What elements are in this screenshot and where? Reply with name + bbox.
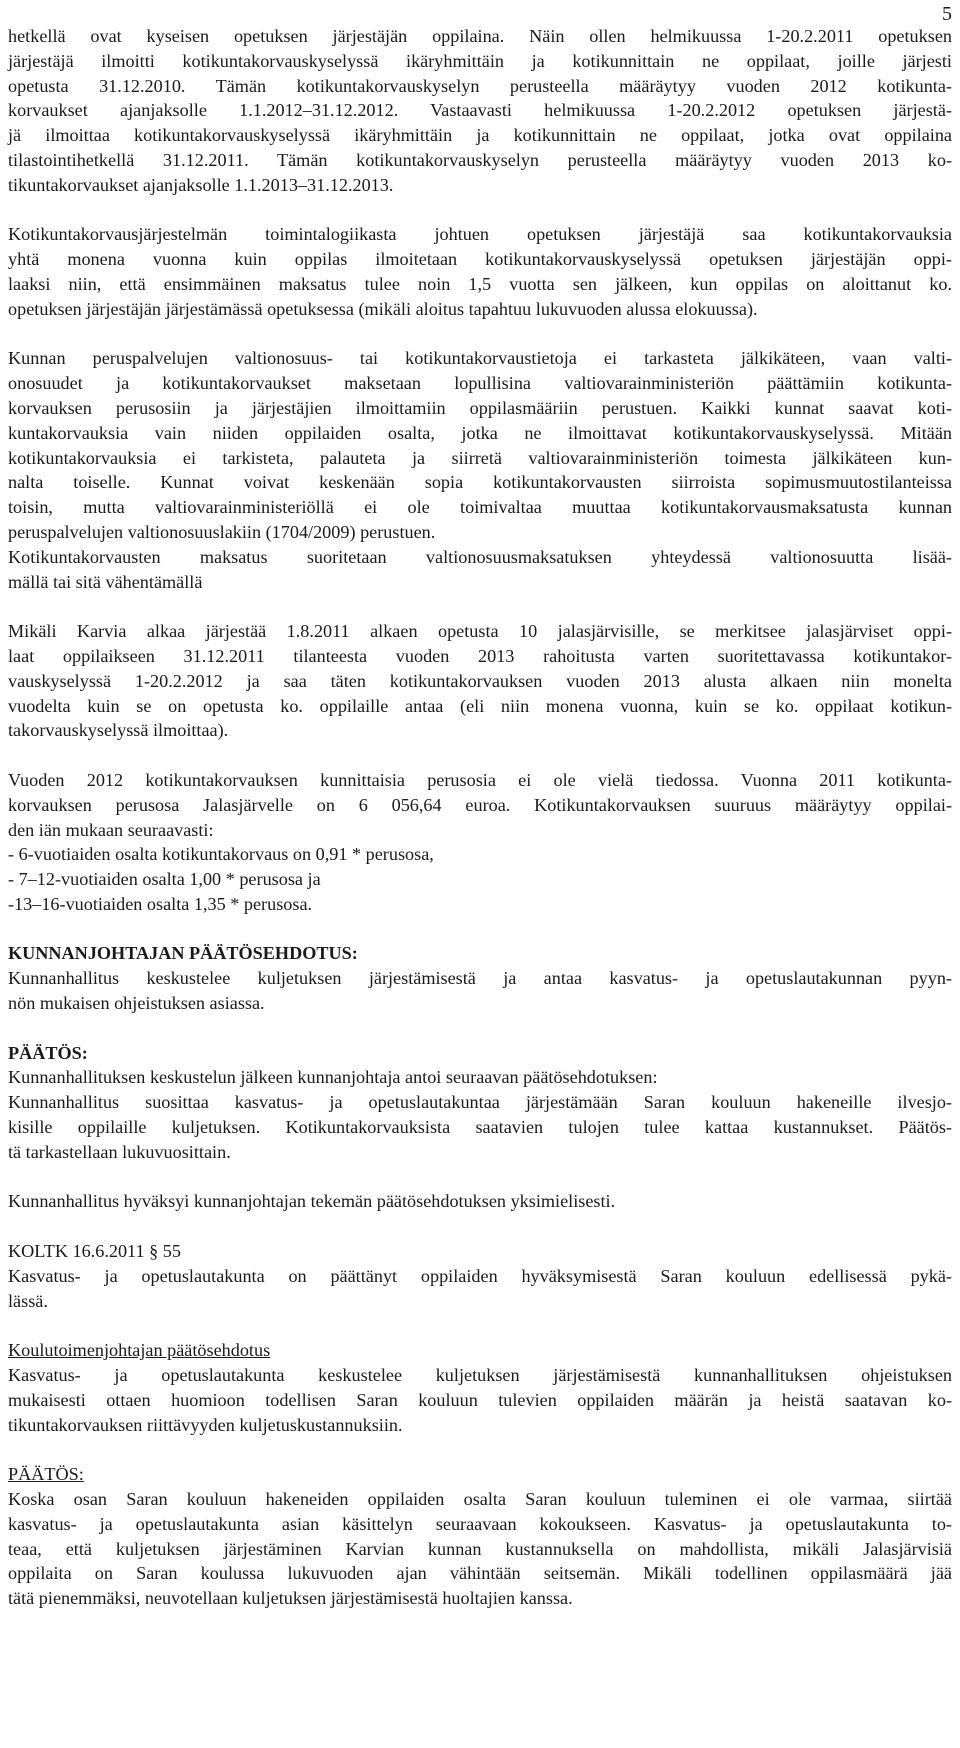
text-line: vuodelta kuin se on opetusta ko. oppilaille antaa (eli niin monena vuonna, kuin se ko. oppilaat kotikun- [8,695,952,716]
proposal-section [8,941,952,1015]
paragraph-2 [8,222,952,321]
list-item: - 7–12-vuotiaiden osalta 1,00 * perusosa ja [8,869,321,890]
text-line: kasvatus- ja opetuslautakunta asian käsittelyn seuraavaan kokoukseen. Kasvatus- ja opetuslautakunta to- [8,1513,952,1534]
text-line: opetuksen järjestäjän järjestämässä opetuksessa (mikäli aloitus tapahtuu lukuvuoden alussa elokuussa). [8,298,758,319]
text-line: jä ilmoittaa kotikuntakorvauskyselyssä ikäryhmittäin ja kotikunnittain ne oppilaat, jotka ovat oppilaina [8,125,952,146]
text-line: lässä. [8,1290,48,1311]
text-line: tilastointihetkellä 31.12.2011. Tämän kotikuntakorvauskyselyn perusteella määräytyy vuoden 2013 ko- [8,149,952,170]
text-line: Kasvatus- ja opetuslautakunta on päättänyt oppilaiden hyväksymisestä Saran kouluun edellisessä pykä- [8,1265,952,1286]
paragraph-8 [8,1189,952,1214]
text-line: Kotikuntakorvausjärjestelmän toimintalogiikasta johtuen opetuksen järjestäjä saa kotikuntakorvauksia [8,224,952,245]
text-line: opetusta 31.12.2010. Tämän kotikuntakorvauskyselyn perusteella määräytyy vuoden 2012 kotikunta- [8,75,952,96]
text-line: peruspalvelujen valtionosuuslakiin (1704/2009) perustuen. [8,521,436,542]
paragraph-3 [8,346,952,594]
text-line: tikuntakorvauksen riittävyyden kuljetuskustannuksiin. [8,1414,403,1435]
text-line: Mikäli Karvia alkaa järjestää 1.8.2011 alkaen opetusta 10 jalasjärvisille, se merkitsee jalasjärviset oppi- [8,621,952,642]
text-line: Kunnanhallitus hyväksyi kunnanjohtajan tekemän päätösehdotuksen yksimielisesti. [8,1191,616,1212]
text-line: den iän mukaan seuraavasti: [8,819,214,840]
paragraph-5 [8,768,952,917]
paragraph-1 [8,24,952,198]
text-line: Kunnanhallitus keskustelee kuljetuksen järjestämisestä ja antaa kasvatus- ja opetuslautakunnan pyyn- [8,968,952,989]
text-line: Kotikuntakorvausten maksatus suoritetaan valtionosuusmaksatuksen yhteydessä valtionosuutta lisää- [8,546,952,567]
list-item: - 6-vuotiaiden osalta kotikuntakorvaus on 0,91 * perusosa, [8,844,434,865]
final-decision-section [8,1462,952,1611]
text-line: onosuudet ja kotikuntakorvaukset maksetaan lopullisina valtiovarainministeriön päättämiin kotikunta- [8,373,952,394]
text-line: vauskyselyssä 1-20.2.2012 ja saa täten kotikuntakorvauksen vuoden 2013 alusta alkaen niin monelta [8,670,952,691]
text-line: korvauksen perusosiin ja järjestäjien ilmoittamiin oppilasmääriin perustuen. Kaikki kunnat saavat koti- [8,397,952,418]
text-line: oppilaita on Saran koulussa lukuvuoden ajan vähintään seitsemän. Mikäli todellinen oppilasmäärä jää [8,1563,952,1584]
text-line: laaksi niin, että ensimmäinen maksatus tulee noin 1,5 vuotta sen jälkeen, kun oppilas on aloittanut ko. [8,273,952,294]
text-line: kisille oppilaille kuljetuksen. Kotikuntakorvauksista saatavien tulojen tulee kattaa kustannukset. Päätös- [8,1117,952,1138]
section-heading: Koulutoimenjohtajan päätösehdotus [8,1340,271,1361]
text-line: Kunnan peruspalvelujen valtionosuus- tai kotikuntakorvaustietoja ei tarkasteta jälkikäteen, vaan valti- [8,348,952,369]
text-line: kuntakorvauksia vain niiden oppilaiden osalta, jotka ne ilmoittavat kotikuntakorvauskyselyssä. Mitään [8,422,952,443]
document-body [8,24,952,1611]
text-line: mukaisesti ottaen huomioon todellisen Saran kouluun tulevien oppilaiden määrän ja heistä saatavan ko- [8,1389,952,1410]
page-number: 5 [942,3,952,25]
decision-section [8,1041,952,1165]
text-line: Vuoden 2012 kotikuntakorvauksen kunnittaisia perusosia ei ole vielä tiedossa. Vuonna 2011 kotikunta- [8,769,952,790]
text-line: korvauksen perusosa Jalasjärvelle on 6 056,64 euroa. Kotikuntakorvauksen suuruus määräytyy oppilai- [8,794,952,815]
text-line: yhtä monena vuonna kuin oppilas ilmoitetaan kotikuntakorvauskyselyssä opetuksen järjestäjän oppi- [8,249,952,270]
koltk-section [8,1239,952,1313]
text-line: hetkellä ovat kyseisen opetuksen järjestäjän oppilaina. Näin ollen helmikuussa 1-20.2.2011 opetuksen [8,26,952,46]
list-item: -13–16-vuotiaiden osalta 1,35 * perusosa. [8,893,313,914]
text-line: toisin, mutta valtiovarainministeriöllä ei ole toimivaltaa muuttaa kotikuntakorvausmaksatusta kunnan [8,497,952,518]
text-line: Kunnanhallituksen keskustelun jälkeen kunnanjohtaja antoi seuraavan päätösehdotuksen: [8,1067,658,1088]
text-line: kotikuntakorvauksia ei tarkisteta, palauteta ja siirretä valtiovarainministeriön toimesta jälkikäteen kun- [8,447,952,468]
text-line: Kasvatus- ja opetuslautakunta keskustelee kuljetuksen järjestämisestä kunnanhallituksen ohjeistuksen [8,1365,952,1386]
text-line: nalta toiselle. Kunnat voivat keskenään sopia kotikuntakorvausten siirroista sopimusmuutostilanteissa [8,472,952,493]
text-line: tikuntakorvaukset ajanjaksolle 1.1.2013–31.12.2013. [8,174,394,195]
text-line: korvaukset ajanjaksolle 1.1.2012–31.12.2012. Vastaavasti helmikuussa 1-20.2.2012 opetuksen järjestä- [8,100,952,121]
paragraph-4 [8,619,952,743]
section-reference: KOLTK 16.6.2011 § 55 [8,1241,181,1262]
section-heading: PÄÄTÖS: [8,1464,84,1485]
text-line: järjestäjä ilmoitti kotikuntakorvauskyselyssä ikäryhmittäin ja kotikunnittain ne oppilaat, joille järjesti [8,50,952,71]
text-line: laat oppilaikseen 31.12.2011 tilanteesta vuoden 2013 rahoitusta varten suoritettavassa kotikuntakor- [8,645,952,666]
text-line: Koska osan Saran kouluun hakeneiden oppilaiden osalta Saran kouluun tuleminen ei ole varmaa, siirtää [8,1489,952,1510]
text-line: mällä tai sitä vähentämällä [8,571,203,592]
director-proposal-section [8,1338,952,1437]
section-heading: PÄÄTÖS: [8,1042,88,1063]
text-line: tätä pienemmäksi, neuvotellaan kuljetuksen järjestämisestä huoltajien kanssa. [8,1588,573,1609]
text-line: nön mukaisen ohjeistuksen asiassa. [8,993,265,1014]
text-line: takorvauskyselyssä ilmoittaa). [8,720,229,741]
section-heading: KUNNANJOHTAJAN PÄÄTÖSEHDOTUS: [8,943,358,964]
text-line: teaa, että kuljetuksen järjestäminen Karvian kunnan kustannuksella on mahdollista, mikäli Jalasjärvisiä [8,1538,952,1559]
text-line: tä tarkastellaan lukuvuosittain. [8,1141,231,1162]
text-line: Kunnanhallitus suosittaa kasvatus- ja opetuslautakuntaa järjestämään Saran kouluun hakeneille ilvesjo- [8,1092,952,1113]
